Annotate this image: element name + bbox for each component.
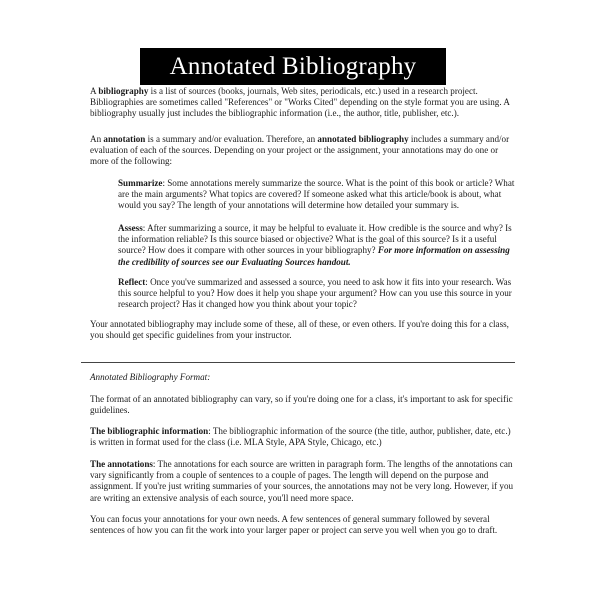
term-bibliography: bibliography [98, 86, 149, 96]
section-divider [81, 362, 515, 363]
bibliographic-information-paragraph [90, 426, 516, 448]
summarize-item [118, 178, 516, 212]
title-banner [140, 48, 446, 85]
text-run: includes a summary and/or evaluation of each of the sources. Depending on your project or the assignment, your annotations may do one or more of the following: [90, 134, 510, 167]
summarize-label: Summarize [118, 178, 163, 188]
reflect-text: : Once you've summarized and assessed a source, you need to ask how it fits into your research. Was this source helpful to you? How does it help you shape your argument? How can you use this source in your research project? Has it changed how you think about your topic? [118, 277, 512, 310]
bibliographic-information-label: The bibliographic information [90, 426, 209, 436]
assess-item [118, 223, 516, 268]
reflect-label: Reflect [118, 277, 146, 287]
annotation-definition [90, 134, 516, 168]
annotations-text: : The annotations for each source are written in paragraph form. The lengths of the annotations can vary significantly from a couple of sentences to a couple of pages. The length will depend on the purpose and assignment. If you're just writing summaries of your sources, the annotations may not be very long. However, if you are writing an extensive analysis of each source, you'll need more space. [90, 459, 514, 503]
bibliography-definition [90, 86, 516, 120]
assess-text: : After summarizing a source, it may be helpful to evaluate it. How credible is the source and why? Is the information reliable? Is this source biased or objective? What is the goal of this source? Is it a useful source? How does it compare with other sources in your bibliography? [118, 223, 512, 256]
evaluating-sources-note: For more information on assessing the credibility of sources see our Evaluating Sources handout. [118, 245, 510, 267]
guidelines-paragraph: Your annotated bibliography may include some of these, all of these, or even others. If you're doing this for a class, you should get specific guidelines from your instructor. [90, 319, 509, 341]
assess-label: Assess [118, 223, 143, 233]
annotations-label: The annotations [90, 459, 153, 469]
closing-paragraph: You can focus your annotations for your own needs. A few sentences of general summary followed by several sentences of how you can fit the work into your larger paper or project can serve you well when you go to draft. [90, 514, 498, 536]
summarize-text: : Some annotations merely summarize the source. What is the point of this book or article? What are the main arguments? What topics are covered? If someone asked what this article/book is about, what would you say? The length of your annotations will determine how detailed your summary is. [118, 178, 515, 211]
text-run: is a list of sources (books, journals, Web sites, periodicals, etc.) used in a research project. Bibliographies are sometimes called "References" or "Works Cited" depending on the style format you are using. A bibliography usually just includes the bibliographic information (i.e., the author, title, publisher, etc.). [90, 86, 510, 119]
term-annotated-bibliography: annotated bibliography [317, 134, 409, 144]
text-run: An [90, 134, 104, 144]
bibliographic-information-text: : The bibliographic information of the source (the title, author, publisher, date, etc.) is written in format used for the class (i.e. MLA Style, APA Style, Chicago, etc.) [90, 426, 511, 448]
reflect-item [118, 277, 516, 311]
annotations-paragraph [90, 459, 516, 504]
text-run: A [90, 86, 99, 96]
format-intro: The format of an annotated bibliography can vary, so if you're doing one for a class, it's important to ask for specific guidelines. [90, 394, 513, 416]
page-title: Annotated Bibliography [169, 52, 417, 80]
term-annotation: annotation [103, 134, 146, 144]
format-heading: Annotated Bibliography Format: [90, 372, 211, 382]
text-run: is a summary and/or evaluation. Therefore, an [145, 134, 318, 144]
